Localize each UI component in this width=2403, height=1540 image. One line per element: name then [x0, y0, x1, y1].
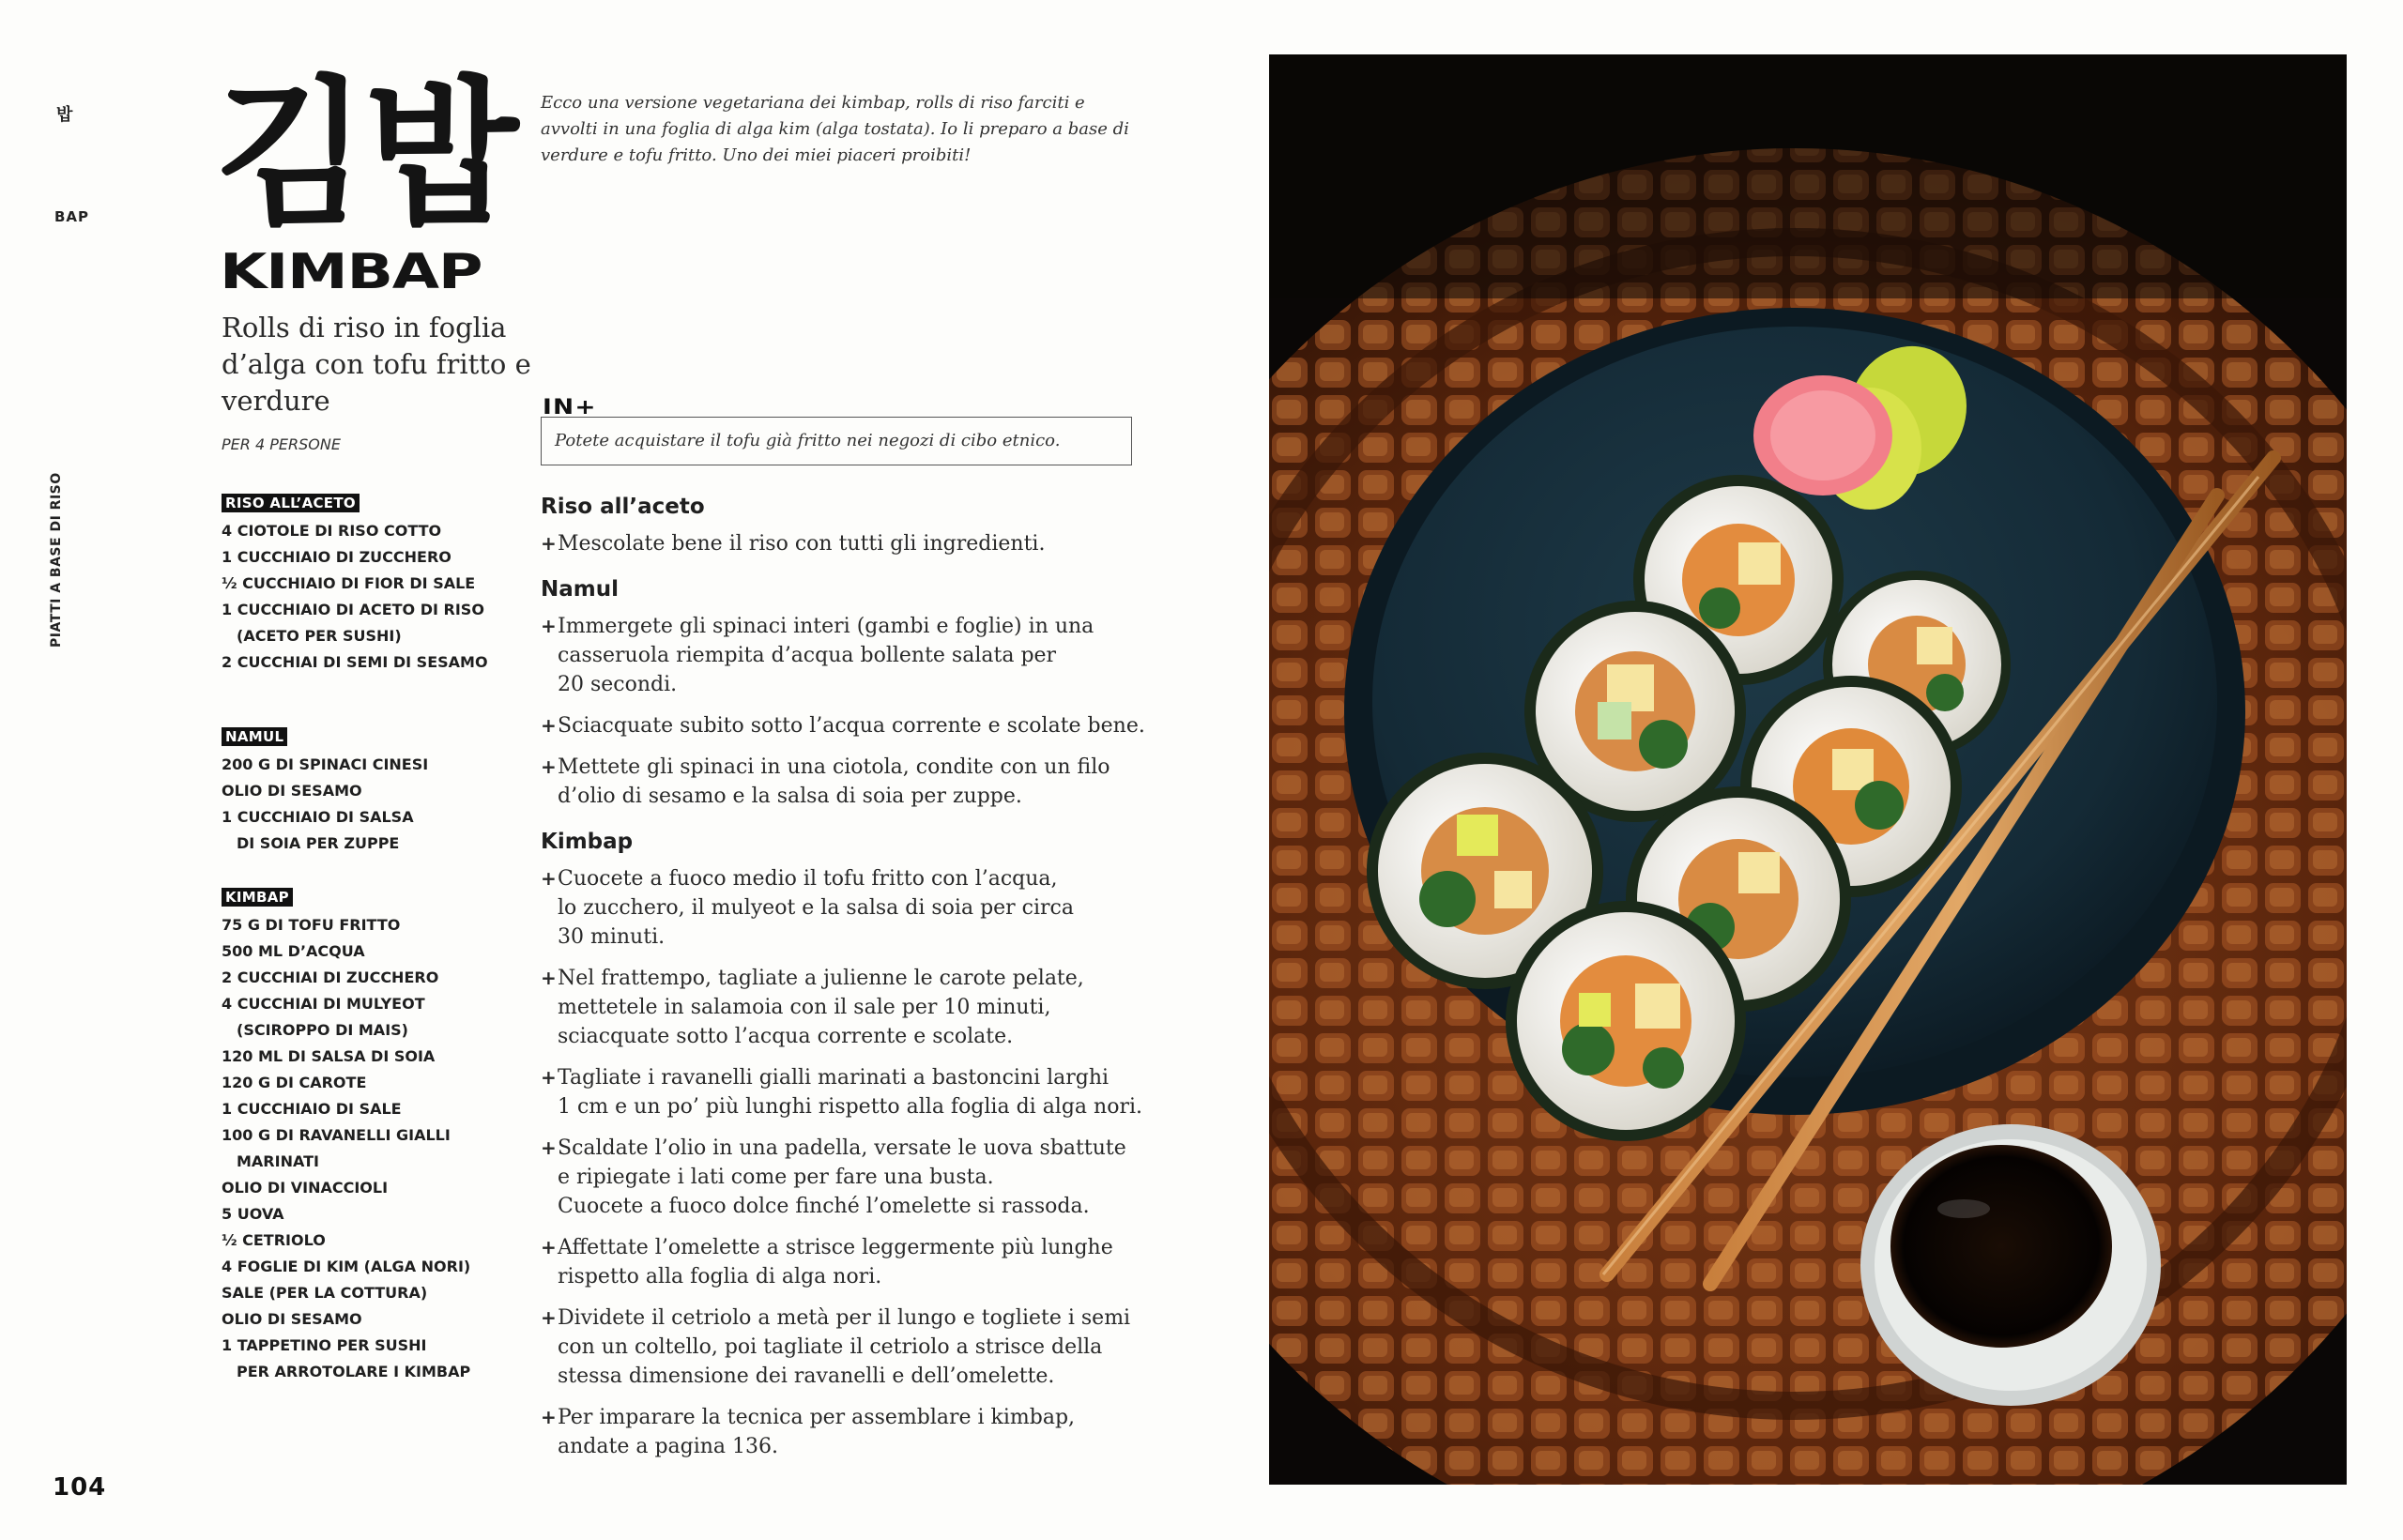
ingredient-item: 4 FOGLIE DI KIM (ALGA NORI)	[222, 1258, 471, 1275]
ingredient-group	[222, 727, 494, 857]
ingredient-group-title: KIMBAP	[222, 888, 293, 907]
ingredient-item: 1 CUCCHIAIO DI ACETO DI RISO (ACETO PER SUSHI)	[222, 601, 484, 645]
ingredient-item: 1 CUCCHIAIO DI ZUCCHERO	[222, 548, 452, 566]
ingredient-item: 2 CUCCHIAI DI ZUCCHERO	[222, 968, 439, 986]
ingredient-item: 4 CIOTOLE DI RISO COTTO	[222, 522, 442, 540]
ingredient-item: 75 G DI TOFU FRITTO	[222, 916, 401, 934]
ingredient-item: 4 CUCCHIAI DI MULYEOT (SCIROPPO DI MAIS)	[222, 995, 425, 1039]
method-step: + Mettete gli spinaci in una ciotola, condite con un filo d’olio di sesamo e la salsa di soia per zuppe.	[541, 753, 1151, 811]
side-category-label: BAP	[54, 208, 90, 225]
ingredient-item: ½ CETRIOLO	[222, 1231, 326, 1249]
ingredient-item: 200 G DI SPINACI CINESI	[222, 755, 429, 773]
ingredient-item: 1 CUCCHIAIO DI SALSA DI SOIA PER ZUPPE	[222, 808, 414, 852]
method-section-title: Namul	[541, 577, 619, 602]
method-step: + Nel frattempo, tagliate a julienne le carote pelate, mettetele in salamoia con il sale per 10 minuti, sciacquate sotto l’acqua corrente e scolate.	[541, 964, 1151, 1051]
side-hangul-label: 밥	[56, 105, 73, 125]
servings-label: PER 4 PERSONE	[222, 435, 341, 453]
method-section-title: Kimbap	[541, 830, 634, 854]
ingredient-item: OLIO DI SESAMO	[222, 1310, 362, 1328]
recipe-title: KIMBAP	[220, 244, 482, 300]
recipe-intro: Ecco una versione vegetariana dei kimbap, rolls di riso farciti e avvolti in una foglia di alga kim (alga tostata). Io li preparo a base di verdure e tofu fritto. Uno dei miei piaceri proibiti!	[541, 93, 1129, 165]
ingredient-item: 500 ML D’ACQUA	[222, 942, 365, 960]
method-step: + Affettate l’omelette a strisce leggermente più lunghe rispetto alla foglia di alga nori.	[541, 1233, 1151, 1291]
ingredient-item: 120 ML DI SALSA DI SOIA	[222, 1047, 436, 1065]
ingredient-item: 100 G DI RAVANELLI GIALLI MARINATI	[222, 1126, 451, 1170]
side-section-label: PIATTI A BASE DI RISO	[49, 472, 64, 648]
ingredient-item: OLIO DI SESAMO	[222, 782, 362, 800]
method-step: + Sciacquate subito sotto l’acqua corrente e scolate bene.	[541, 711, 1151, 740]
recipe-subtitle: Rolls di riso in foglia d’alga con tofu fritto e verdure	[222, 312, 531, 417]
ingredient-list	[222, 912, 494, 1385]
ingredient-item: 2 CUCCHIAI DI SEMI DI SESAMO	[222, 653, 488, 671]
kimbap-photo	[1269, 54, 2347, 1485]
method-steps	[541, 612, 1151, 811]
method-steps	[541, 864, 1151, 1461]
tip-box: Potete acquistare il tofu già fritto nei negozi di cibo etnico.	[541, 417, 1132, 465]
method-step: + Mescolate bene il riso con tutti gli ingredienti.	[541, 529, 1151, 558]
ingredient-item: 5 UOVA	[222, 1205, 284, 1223]
method-section-title: Riso all’aceto	[541, 495, 705, 519]
ingredient-group	[222, 494, 494, 676]
method-step: + Tagliate i ravanelli gialli marinati a bastoncini larghi 1 cm e un po’ più lunghi rispetto alla foglia di alga nori.	[541, 1063, 1151, 1121]
method-step: + Cuocete a fuoco medio il tofu fritto con l’acqua, lo zucchero, il mulyeot e la salsa di soia per circa 30 minuti.	[541, 864, 1151, 952]
ingredient-item: 1 TAPPETINO PER SUSHI PER ARROTOLARE I KIMBAP	[222, 1336, 471, 1380]
ingredient-item: ½ CUCCHIAIO DI FIOR DI SALE	[222, 574, 476, 592]
method-steps	[541, 529, 1151, 558]
ingredient-item: OLIO DI VINACCIOLI	[222, 1179, 389, 1197]
ingredient-item: SALE (PER LA COTTURA)	[222, 1284, 428, 1302]
ingredient-list	[222, 752, 494, 857]
method-column	[541, 488, 1151, 1473]
page-number: 104	[53, 1473, 107, 1502]
method-step: + Scaldate l’olio in una padella, versate le uova sbattute e ripiegate i lati come per fare una busta. Cuocete a fuoco dolce finché l’omelette si rassoda.	[541, 1134, 1151, 1221]
ingredient-group-title: RISO ALL’ACETO	[222, 494, 360, 512]
ingredient-list	[222, 518, 494, 676]
method-step: + Immergete gli spinaci interi (gambi e foglie) in una casseruola riempita d’acqua bollente salata per 20 secondi.	[541, 612, 1151, 699]
method-step: + Per imparare la tecnica per assemblare i kimbap, andate a pagina 136.	[541, 1403, 1151, 1461]
ingredient-group-title: NAMUL	[222, 727, 287, 746]
method-step: + Dividete il cetriolo a metà per il lungo e togliete i semi con un coltello, poi tagliate il cetriolo a strisce della stessa dimensione dei ravanelli e dell’omelette.	[541, 1304, 1151, 1391]
tip-title: IN+	[543, 396, 597, 419]
ingredient-item: 120 G DI CAROTE	[222, 1074, 367, 1091]
recipe-title-hangul: 김밥	[214, 62, 515, 248]
ingredient-group	[222, 888, 494, 1385]
ingredient-item: 1 CUCCHIAIO DI SALE	[222, 1100, 402, 1118]
